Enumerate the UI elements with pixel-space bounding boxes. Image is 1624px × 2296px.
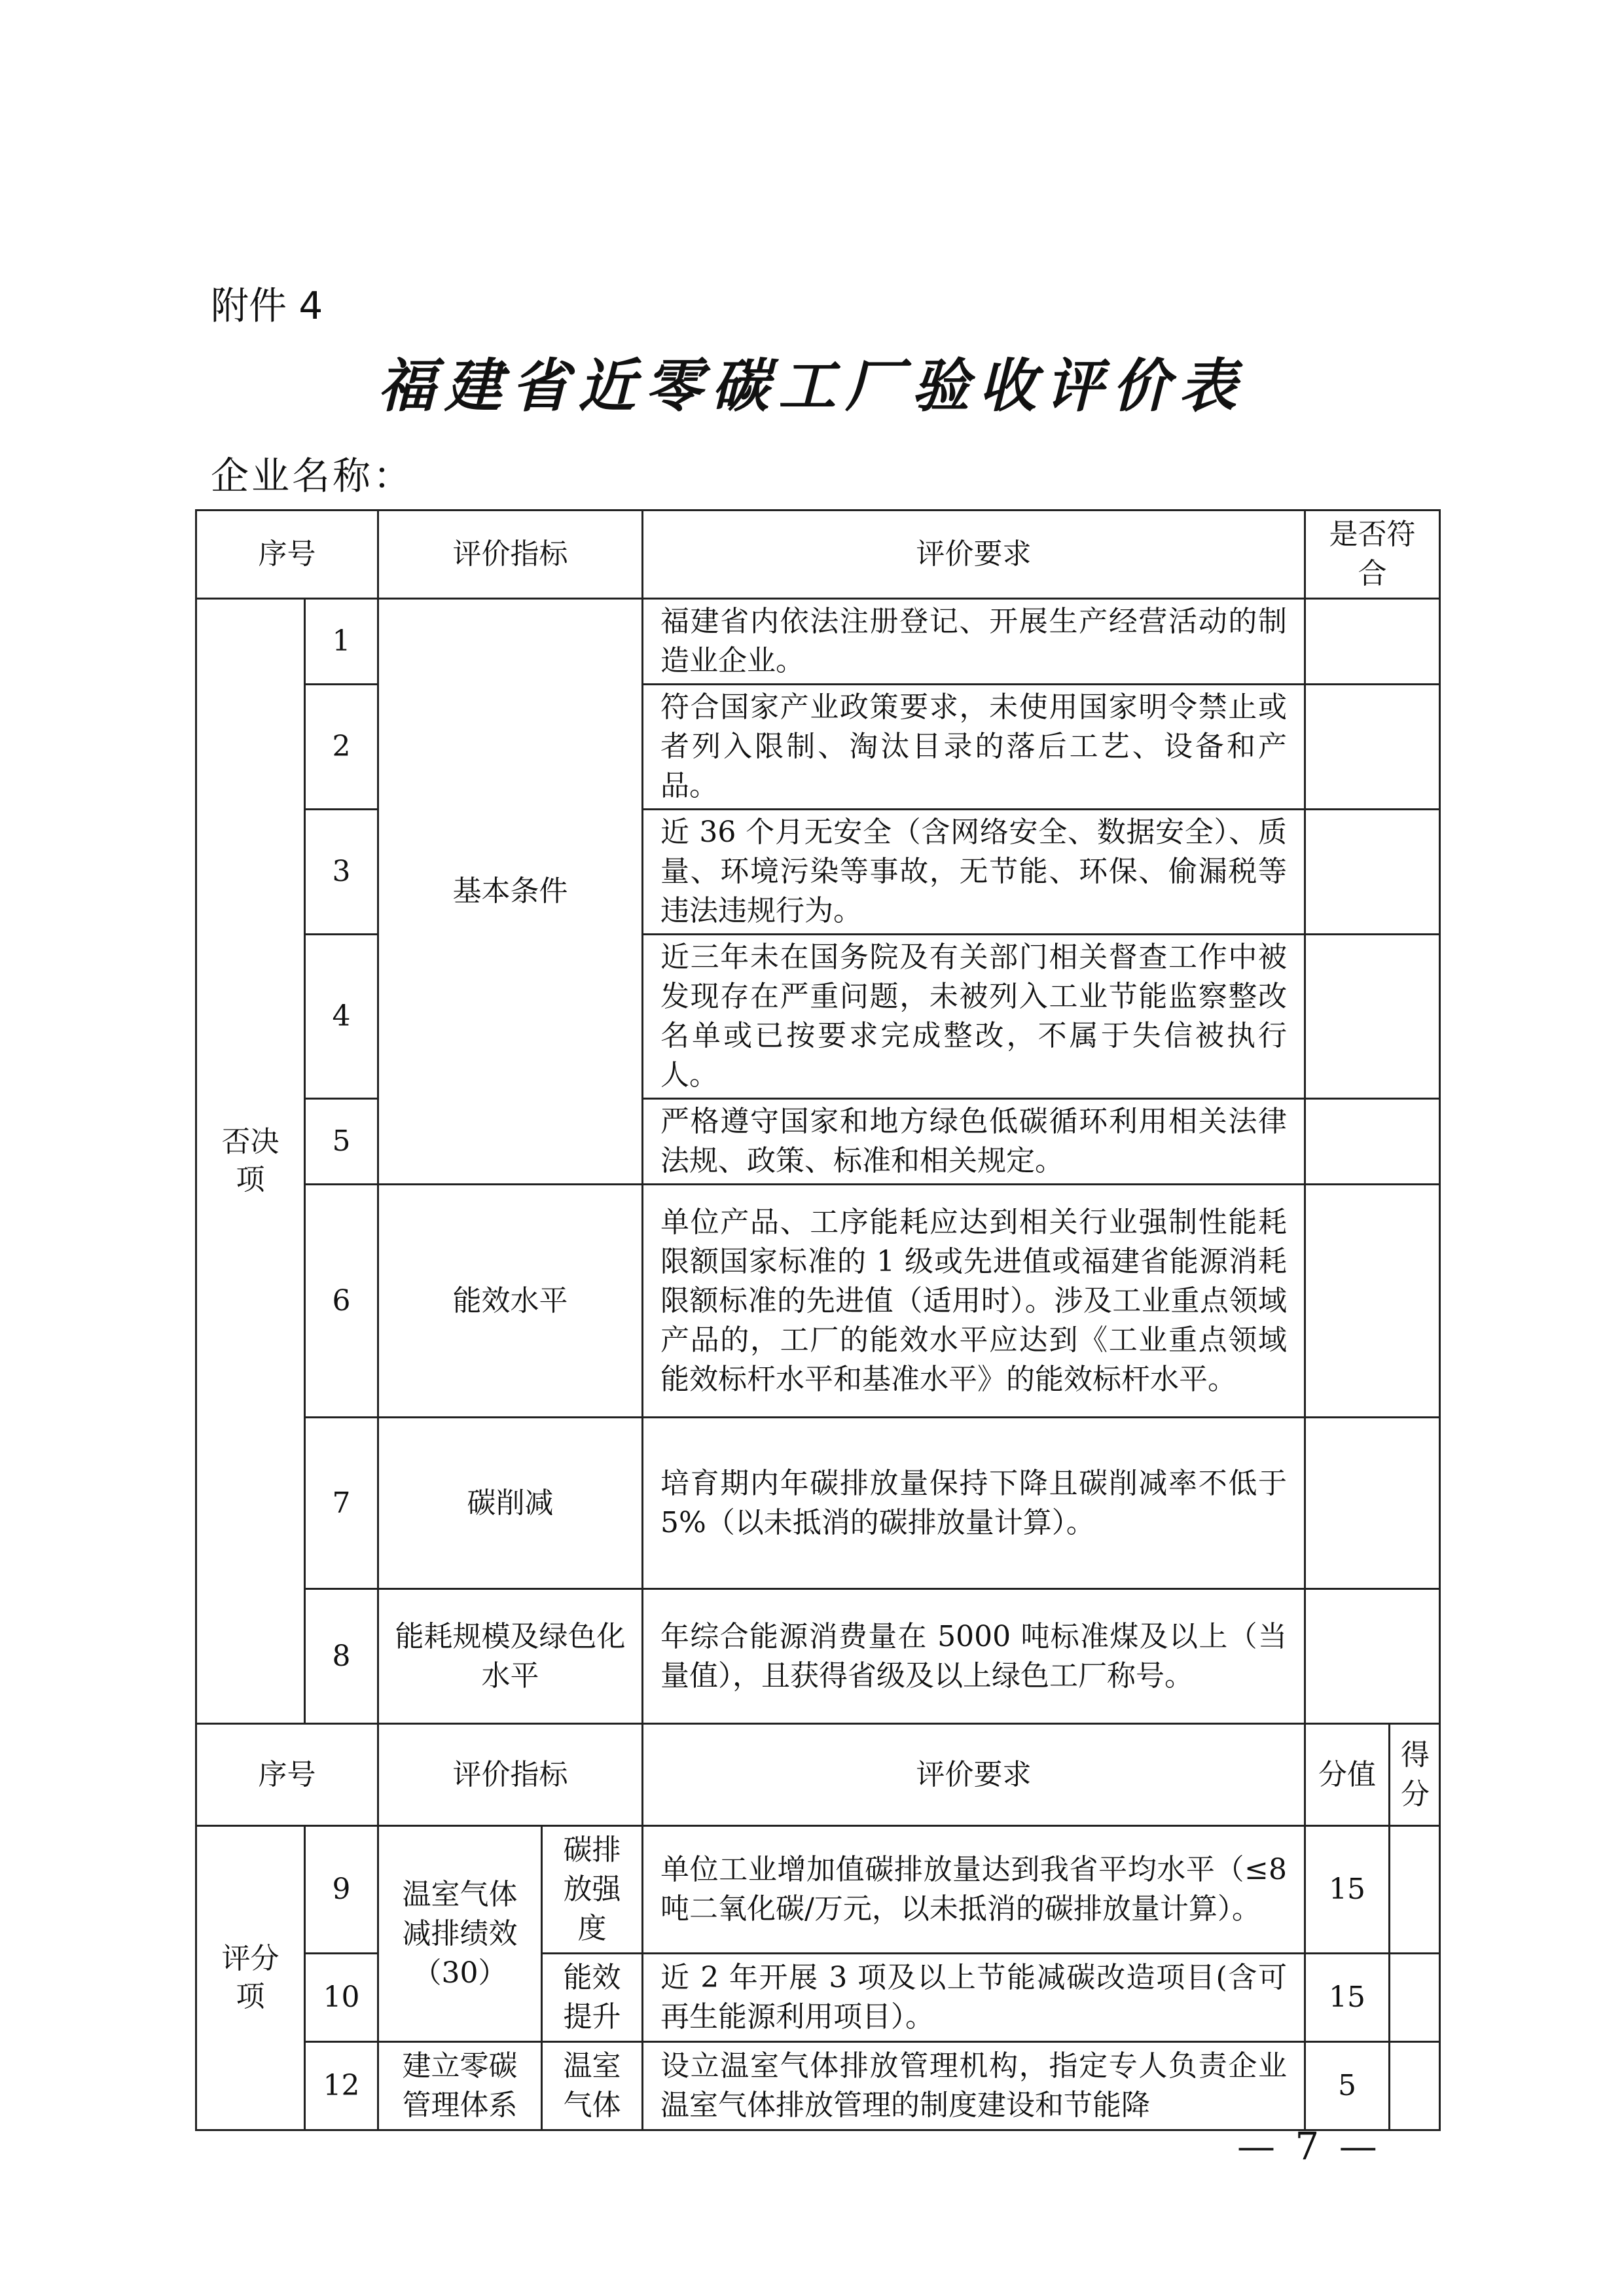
requirement-text: 培育期内年碳排放量保持下降且碳削减率不低于 5%（以未抵消的碳排放量计算）。: [643, 1418, 1305, 1589]
requirement-text: 近 2 年开展 3 项及以上节能减碳改造项目(含可再生能源利用项目）。: [643, 1954, 1305, 2042]
veto-group-text: 否决项: [221, 1125, 280, 1196]
compliance-cell[interactable]: [1305, 1099, 1440, 1185]
compliance-cell[interactable]: [1305, 810, 1440, 935]
header-score-value: 分值: [1305, 1724, 1390, 1826]
score-value: 5: [1305, 2042, 1390, 2130]
scoring-group-label: [196, 1826, 305, 2130]
compliance-cell[interactable]: [1305, 685, 1440, 810]
row-number: 4: [305, 935, 378, 1099]
requirement-text: 设立温室气体排放管理机构，指定专人负责企业温室气体排放管理的制度建设和节能降: [643, 2042, 1305, 2130]
header-number: 序号: [196, 1724, 378, 1826]
indicator-basic-conditions: 基本条件: [378, 599, 643, 1185]
header-score-obtained: 得分: [1390, 1724, 1440, 1826]
compliance-cell[interactable]: [1305, 599, 1440, 685]
compliance-cell[interactable]: [1305, 1589, 1440, 1724]
veto-header-row: [196, 511, 1440, 599]
table-row: [196, 1185, 1440, 1418]
requirement-text: 严格遵守国家和地方绿色低碳循环利用相关法律法规、政策、标准和相关规定。: [643, 1099, 1305, 1185]
sub-indicator: 温室气体: [542, 2042, 643, 2130]
score-value: 15: [1305, 1954, 1390, 2042]
row-number: 6: [305, 1185, 378, 1418]
table-row: [196, 1589, 1440, 1724]
row-number: 2: [305, 685, 378, 810]
score-obtained-cell[interactable]: [1390, 1826, 1440, 1954]
table-row: [196, 1418, 1440, 1589]
compliance-cell[interactable]: [1305, 1418, 1440, 1589]
scoring-group-text: 评分项: [221, 1942, 280, 2013]
table-row: [196, 2042, 1440, 2130]
score-obtained-cell[interactable]: [1390, 1954, 1440, 2042]
indicator-carbon-reduction: 碳削减: [378, 1418, 643, 1589]
sub-indicator: 能效提升: [542, 1954, 643, 2042]
company-name-label: 企业名称：: [211, 454, 414, 498]
row-number: 5: [305, 1099, 378, 1185]
requirement-text: 单位工业增加值碳排放量达到我省平均水平（≤8 吨二氧化碳/万元，以未抵消的碳排放量计算）。: [643, 1826, 1305, 1954]
veto-group-label: [196, 599, 305, 1724]
header-indicator: 评价指标: [378, 511, 643, 599]
page-number: — 7 —: [1237, 2124, 1381, 2168]
compliance-cell[interactable]: [1305, 1185, 1440, 1418]
requirement-text: 单位产品、工序能耗应达到相关行业强制性能耗限额国家标准的 1 级或先进值或福建省能源消耗限额标准的先进值（适用时）。涉及工业重点领域产品的，工厂的能效水平应达到《工业重点领域能效标杆水平和基准水平》的能效标杆水平。: [643, 1185, 1305, 1418]
row-number: 3: [305, 810, 378, 935]
score-value: 15: [1305, 1826, 1390, 1954]
header-compliance: 是否符合: [1305, 511, 1440, 599]
table-row: [196, 1826, 1440, 1954]
scoring-header-row: [196, 1724, 1440, 1826]
indicator-scale: 能耗规模及绿色化水平: [378, 1589, 643, 1724]
document-title: 福建省近零碳工厂验收评价表: [377, 351, 1246, 420]
row-number: 8: [305, 1589, 378, 1724]
row-number: 10: [305, 1954, 378, 2042]
score-obtained-cell[interactable]: [1390, 2042, 1440, 2130]
sub-indicator: 碳排放强度: [542, 1826, 643, 1954]
indicator-ghg-performance: 温室气体减排绩效（30）: [378, 1826, 542, 2042]
header-indicator: 评价指标: [378, 1724, 643, 1826]
row-number: 12: [305, 2042, 378, 2130]
header-requirement: 评价要求: [643, 511, 1305, 599]
requirement-text: 福建省内依法注册登记、开展生产经营活动的制造业企业。: [643, 599, 1305, 685]
attachment-label: 附件 4: [211, 283, 323, 328]
requirement-text: 符合国家产业政策要求，未使用国家明令禁止或者列入限制、淘汰目录的落后工艺、设备和产品。: [643, 685, 1305, 810]
row-number: 9: [305, 1826, 378, 1954]
header-number: 序号: [196, 511, 378, 599]
indicator-efficiency: 能效水平: [378, 1185, 643, 1418]
evaluation-table: [195, 509, 1441, 2131]
indicator-management-system: 建立零碳管理体系: [378, 2042, 542, 2130]
requirement-text: 近三年未在国务院及有关部门相关督查工作中被发现存在严重问题，未被列入工业节能监察整改名单或已按要求完成整改，不属于失信被执行人。: [643, 935, 1305, 1099]
table-row: [196, 599, 1440, 685]
header-requirement: 评价要求: [643, 1724, 1305, 1826]
row-number: 7: [305, 1418, 378, 1589]
requirement-text: 近 36 个月无安全（含网络安全、数据安全）、质量、环境污染等事故，无节能、环保、偷漏税等违法违规行为。: [643, 810, 1305, 935]
row-number: 1: [305, 599, 378, 685]
requirement-text: 年综合能源消费量在 5000 吨标准煤及以上（当量值），且获得省级及以上绿色工厂称号。: [643, 1589, 1305, 1724]
compliance-cell[interactable]: [1305, 935, 1440, 1099]
